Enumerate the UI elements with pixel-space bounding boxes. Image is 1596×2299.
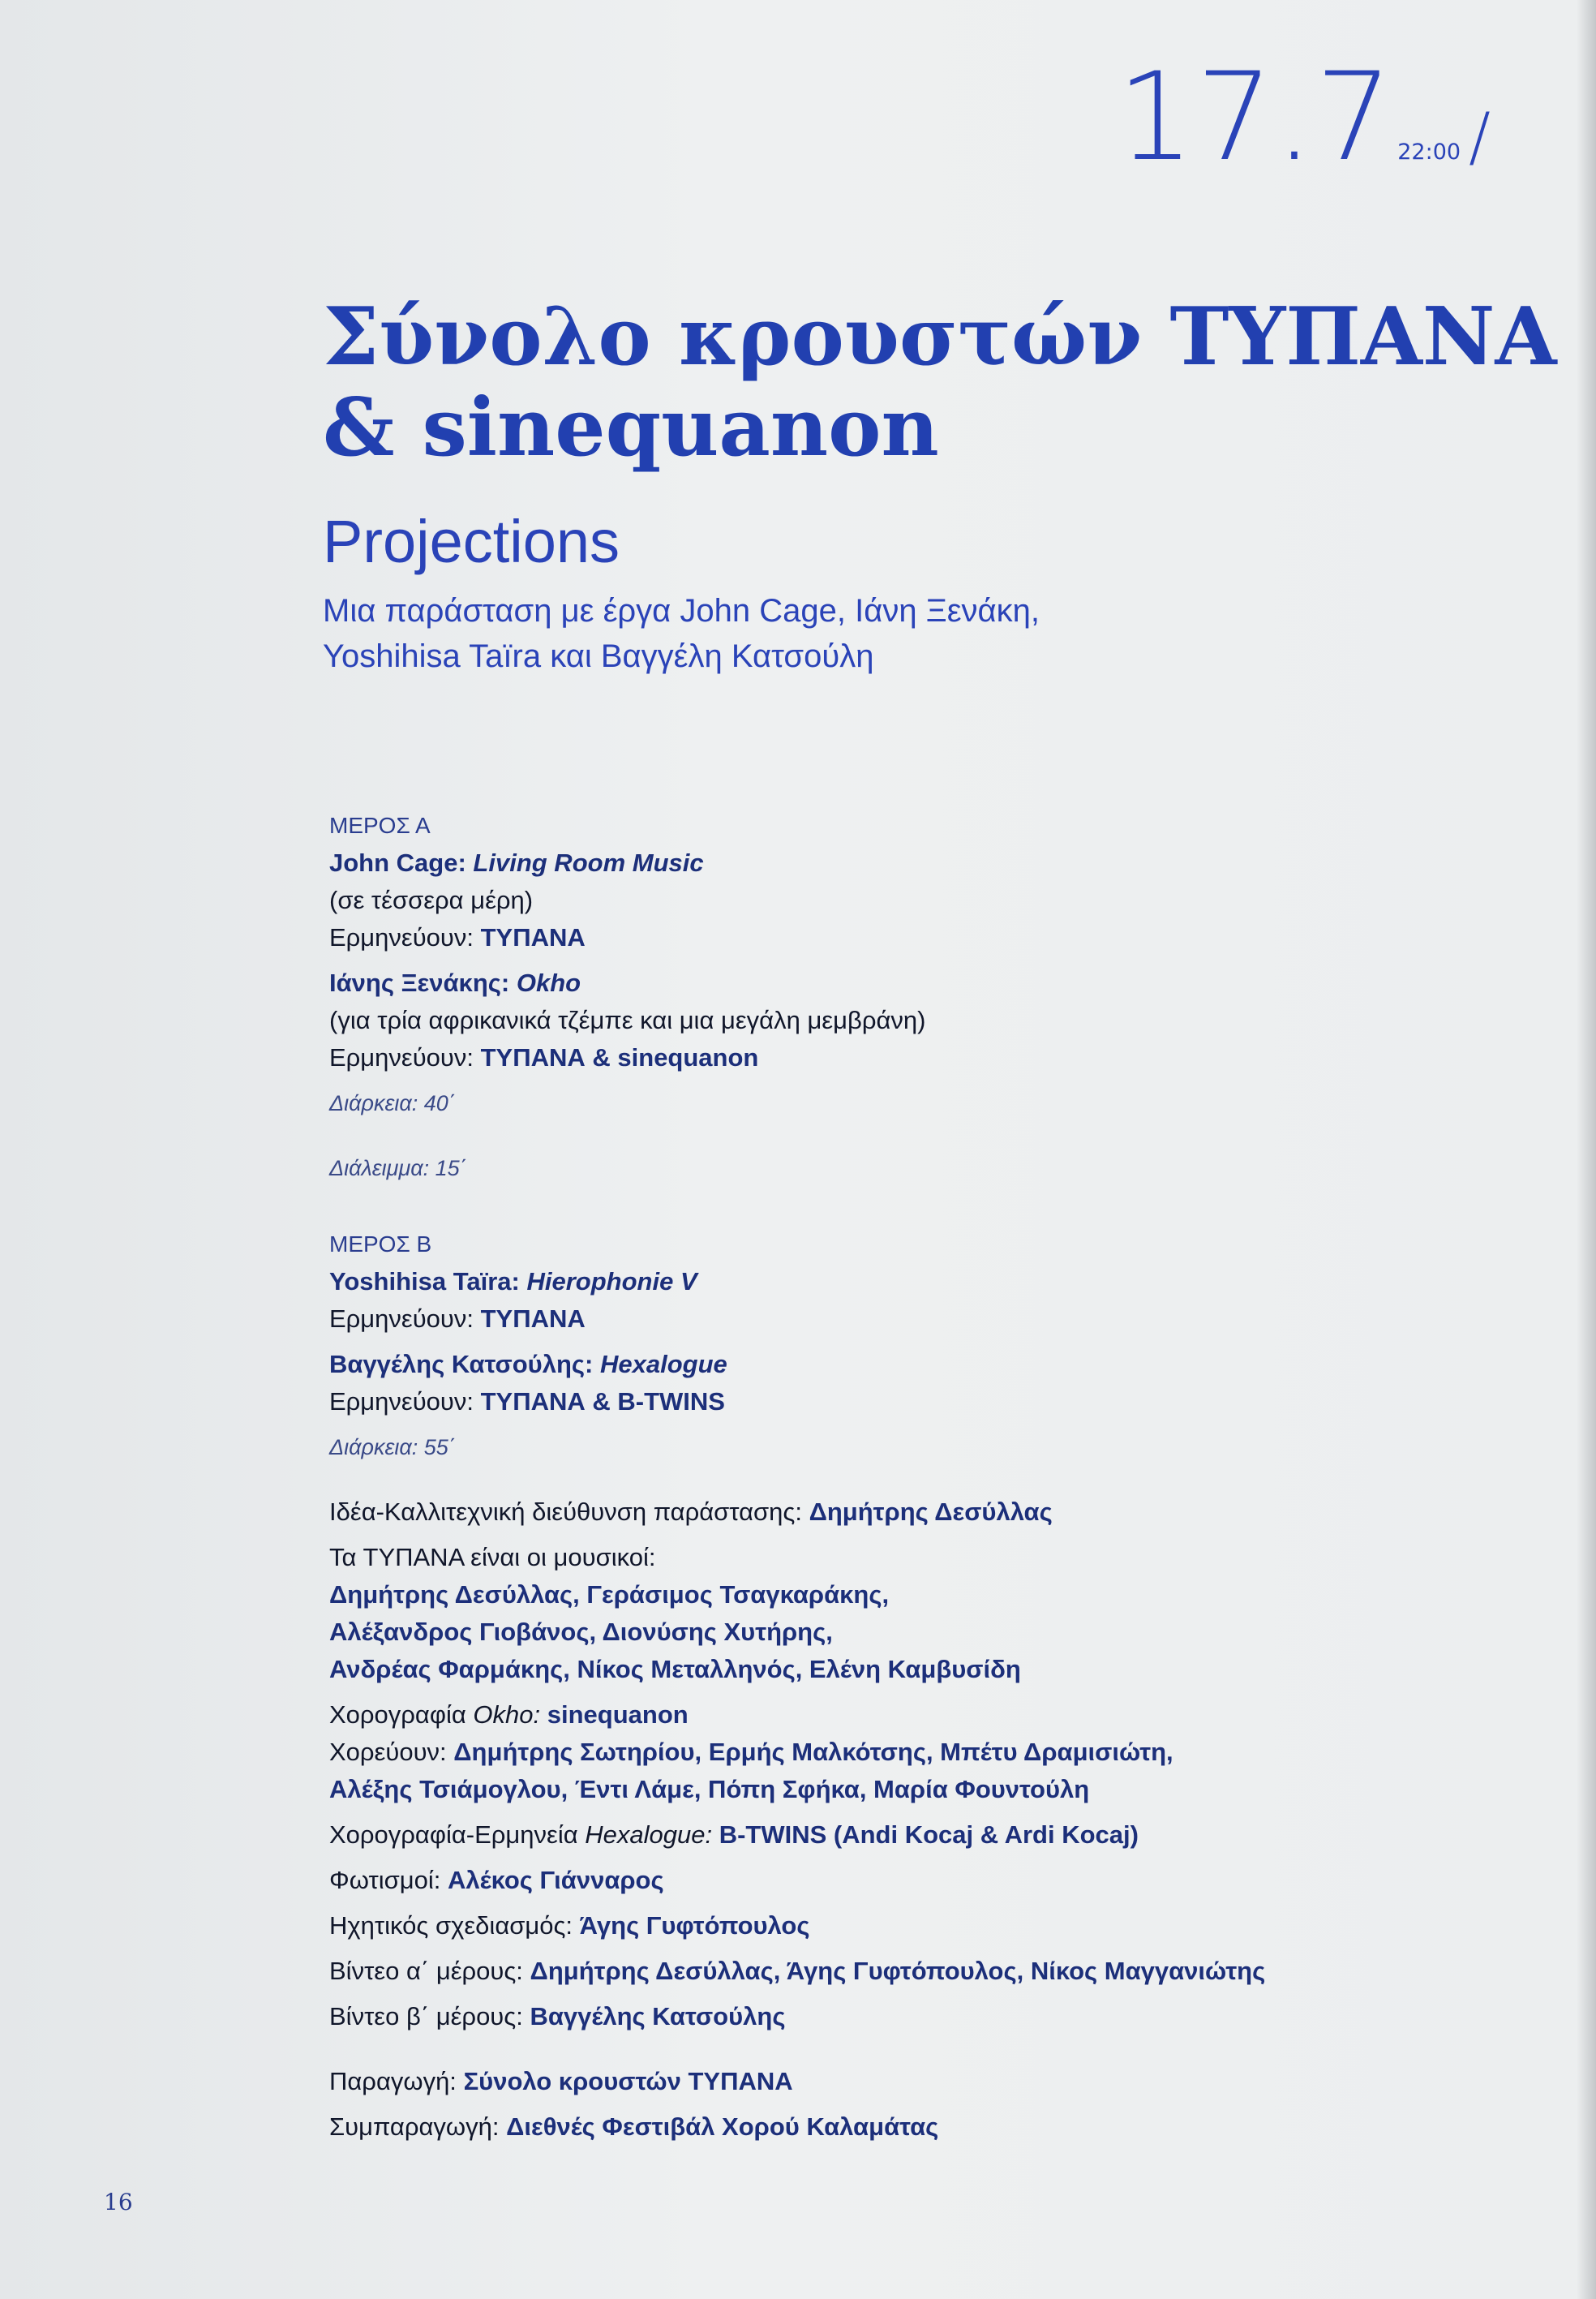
work-hierophonie bbox=[329, 1263, 1546, 1300]
composer: Ιάνης Ξενάκης: bbox=[329, 969, 510, 997]
event-time: 22:00 bbox=[1397, 140, 1461, 165]
credit-video-a bbox=[329, 1953, 1546, 1990]
credit-value: Βαγγέλης Κατσούλης bbox=[530, 2002, 786, 2030]
part-a-heading: ΜΕΡΟΣ Α bbox=[329, 813, 431, 838]
performers-label: Ερμηνεύουν: bbox=[329, 923, 474, 952]
credit-video-b bbox=[329, 1998, 1546, 2035]
part-a-duration: Διάρκεια: 40΄ bbox=[329, 1091, 456, 1115]
credit-label: Παραγωγή: bbox=[329, 2067, 457, 2095]
composer: Yoshihisa Taïra: bbox=[329, 1267, 520, 1296]
credit-value: Δημήτρης Δεσύλλας, Άγης Γυφτόπουλος, Νίκος Μαγγανιώτης bbox=[530, 1957, 1266, 1985]
work-okho bbox=[329, 965, 1546, 1002]
credit-value: Δημήτρης Σωτηρίου, Ερμής Μαλκότσης, Μπέτυ Δραμισιώτη, bbox=[453, 1738, 1173, 1766]
performers-line bbox=[329, 919, 1546, 956]
dancers-line-2: Αλέξης Τσιάμογλου, Έντι Λάμε, Πόπη Σφήκα, Μαρία Φουντούλη bbox=[329, 1775, 1090, 1803]
credit-label: Ηχητικός σχεδιασμός: bbox=[329, 1911, 573, 1940]
date-day-month: 17.7 bbox=[1117, 47, 1395, 188]
musicians-line-3: Ανδρέας Φαρμάκης, Νίκος Μεταλληνός, Ελένη Καμβυσίδη bbox=[329, 1655, 1021, 1683]
credit-label: Βίντεο β΄ μέρους: bbox=[329, 2002, 523, 2030]
credit-value: Σύνολο κρουστών ΤΥΠΑΝΑ bbox=[463, 2067, 793, 2095]
title-line-1: Σύνολο κρουστών ΤΥΠΑΝΑ bbox=[323, 290, 1557, 384]
musicians-line-1: Δημήτρης Δεσύλλας, Γεράσιμος Τσαγκαράκης, bbox=[329, 1580, 890, 1609]
credit-choreography-okho bbox=[329, 1696, 1546, 1734]
credit-coproduction bbox=[329, 2108, 1546, 2146]
show-description bbox=[323, 588, 1377, 679]
credit-value: Άγης Γυφτόπουλος bbox=[579, 1911, 810, 1940]
intermission: Διάλειμμα: 15΄ bbox=[329, 1156, 467, 1180]
credit-production bbox=[329, 2063, 1546, 2100]
work-note: (σε τέσσερα μέρη) bbox=[329, 886, 534, 914]
credit-sound bbox=[329, 1907, 1546, 1944]
event-date bbox=[1117, 47, 1491, 188]
performers: ΤΥΠΑΝΑ bbox=[480, 1304, 586, 1333]
show-subtitle: Projections bbox=[323, 508, 620, 575]
part-b-heading: ΜΕΡΟΣ Β bbox=[329, 1231, 432, 1257]
credit-label: Ιδέα-Καλλιτεχνική διεύθυνση παράστασης: bbox=[329, 1498, 802, 1526]
work-note: (για τρία αφρικανικά τζέμπε και μια μεγάλη μεμβράνη) bbox=[329, 1006, 926, 1034]
credit-value: Δημήτρης Δεσύλλας bbox=[809, 1498, 1053, 1526]
description-line-2: Yoshihisa Taïra και Βαγγέλη Κατσούλη bbox=[323, 638, 874, 674]
work-living-room-music bbox=[329, 844, 1546, 882]
performers: ΤΥΠΑΝΑ & sinequanon bbox=[480, 1043, 759, 1072]
date-slash: / bbox=[1469, 99, 1491, 174]
credit-work: Okho: bbox=[473, 1700, 541, 1729]
credit-value: B-TWINS (Andi Kocaj & Ardi Kocaj) bbox=[719, 1820, 1139, 1849]
performers-label: Ερμηνεύουν: bbox=[329, 1043, 474, 1072]
work-hexalogue bbox=[329, 1346, 1546, 1383]
composer: John Cage: bbox=[329, 849, 466, 877]
credit-label: Χορογραφία-Ερμηνεία bbox=[329, 1820, 578, 1849]
performers: ΤΥΠΑΝΑ & B-TWINS bbox=[480, 1387, 725, 1416]
performers-label: Ερμηνεύουν: bbox=[329, 1304, 474, 1333]
part-b-duration: Διάρκεια: 55΄ bbox=[329, 1435, 456, 1459]
work-title: Hierophonie V bbox=[526, 1267, 697, 1296]
program-details bbox=[329, 807, 1546, 2146]
page-title bbox=[323, 292, 1557, 474]
credit-value: sinequanon bbox=[547, 1700, 689, 1729]
credit-lighting bbox=[329, 1862, 1546, 1899]
description-line-1: Μια παράσταση με έργα John Cage, Ιάνη Ξενάκη, bbox=[323, 593, 1040, 629]
credit-work: Hexalogue: bbox=[585, 1820, 713, 1849]
performers-label: Ερμηνεύουν: bbox=[329, 1387, 474, 1416]
credit-direction bbox=[329, 1493, 1546, 1531]
credit-choreography-hexalogue bbox=[329, 1816, 1546, 1854]
work-title: Hexalogue bbox=[599, 1350, 727, 1378]
work-title: Okho bbox=[516, 969, 581, 997]
performers-line bbox=[329, 1039, 1546, 1076]
page-edge-shadow bbox=[1577, 0, 1596, 2299]
credit-value: Διεθνές Φεστιβάλ Χορού Καλαμάτας bbox=[506, 2112, 939, 2141]
work-title: Living Room Music bbox=[473, 849, 704, 877]
credit-dancers bbox=[329, 1734, 1546, 1771]
performers-line bbox=[329, 1300, 1546, 1338]
credit-musicians-label: Τα ΤΥΠΑΝΑ είναι οι μουσικοί: bbox=[329, 1543, 656, 1571]
credit-value: Αλέκος Γιάνναρος bbox=[448, 1866, 664, 1894]
credit-label: Χορογραφία bbox=[329, 1700, 466, 1729]
credit-label: Φωτισμοί: bbox=[329, 1866, 441, 1894]
title-line-2: & sinequanon bbox=[323, 381, 939, 475]
performers-line bbox=[329, 1383, 1546, 1420]
credit-label: Συμπαραγωγή: bbox=[329, 2112, 500, 2141]
page-number: 16 bbox=[104, 2189, 133, 2215]
credit-label: Βίντεο α΄ μέρους: bbox=[329, 1957, 523, 1985]
musicians-line-2: Αλέξανδρος Γιοβάνος, Διονύσης Χυτήρης, bbox=[329, 1618, 833, 1646]
performers: ΤΥΠΑΝΑ bbox=[480, 923, 586, 952]
credit-label: Χορεύουν: bbox=[329, 1738, 447, 1766]
composer: Βαγγέλης Κατσούλης: bbox=[329, 1350, 594, 1378]
